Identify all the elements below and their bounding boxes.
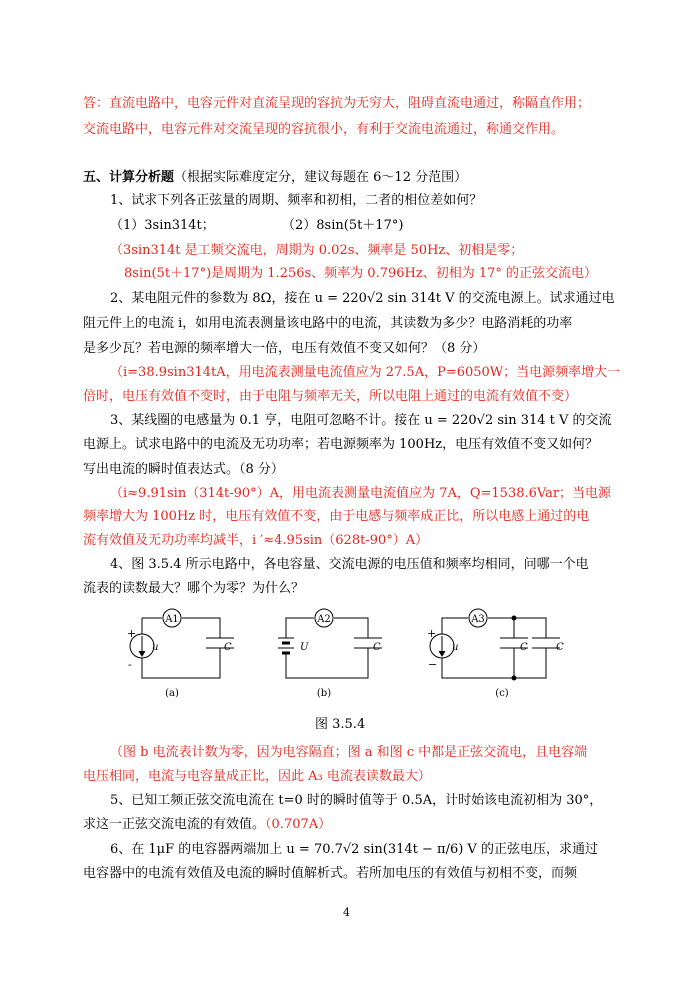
q5-line-2-text: 求这一正弦交流电流的有效值。 [83, 817, 266, 832]
minus-c: − [428, 658, 438, 671]
section-heading [83, 169, 615, 187]
plus-a: + [127, 627, 137, 640]
q2-answer-2: 倍时，电压有效值不变时，由于电阻与频率无关，所以电阻上通过的电流有效值不变） [83, 389, 578, 404]
source-c-label: u [452, 642, 459, 653]
q3-line-1: 3、某线圈的电感量为 0.1 亨，电阻可忽略不计。接在 u = 220√2 sin 314 t V 的交流 [110, 413, 612, 428]
q4-answer-2: 电压相同，电流与电容量成正比，因此 A₃ 电流表读数最大） [83, 769, 431, 784]
q1-item-2: （2）8sin(5t＋17°) [282, 218, 404, 233]
q1-items [110, 217, 642, 235]
q3-line-2: 电源上。试求电路中的电流及无功功率；若电源频率为 100Hz，电压有效值不变又如何？ [83, 437, 599, 452]
section-title: 五、计算分析题 [83, 170, 175, 185]
ammeter-a1-label: A1 [165, 614, 179, 625]
ammeter-a2-label: A2 [317, 614, 331, 625]
q5-line-2 [83, 816, 615, 834]
q4-line-1: 4、图 3.5.4 所示电路中，各电容量、交流电源的电压值和频率均相同，问哪一个电 [110, 557, 589, 572]
source-a-label: u [152, 642, 159, 653]
cap-a-label: C [224, 642, 232, 653]
cap-c2-label: C [556, 642, 564, 653]
q2-line-1: 2、某电阻元件的参数为 8Ω，接在 u = 220√2 sin 314t V 的交流电源上。试求通过电 [110, 291, 615, 306]
q2-line-3: 是多少瓦？若电源的频率增大一倍，电压有效值不变又如何？（8 分） [83, 341, 486, 356]
circuit-figure [110, 604, 590, 704]
label-c: (c) [495, 688, 509, 699]
q3-answer-3: 流有效值及无功功率均减半，i ′≈4.95sin（628t-90°）A） [83, 533, 429, 548]
q2-line-2: 阻元件上的电流 i，如用电流表测量该电路中的电流，其读数为多少？电路消耗的功率 [83, 316, 573, 331]
cap-c1-label: C [520, 642, 528, 653]
answer-line-2: 交流电路中，电容元件对交流呈现的容抗很小，有利于交流电流通过，称通交作用。 [83, 122, 565, 137]
q1-answer-1: （3sin314t 是工频交流电，周期为 0.02s、频率是 50Hz、初相是零； [110, 243, 524, 258]
q4-line-2: 流表的读数最大？哪个为零？为什么？ [83, 581, 305, 596]
q3-answer-1: （i≈9.91sin（314t-90°）A，用电流表测量电流值应为 7A，Q=1538.6Var；当电源 [110, 486, 612, 501]
cap-b-label: C [373, 642, 381, 653]
q3-answer-2: 频率增大为 100Hz 时，电压有效值不变，由于电感与频率成正比，所以电感上通过的电 [83, 509, 590, 524]
q1-text: 1、试求下列各正弦量的周期、频率和初相，二者的相位差如何？ [110, 193, 483, 208]
q6-line-2: 电容器中的电流有效值及电流的瞬时值解析式。若所加电压的有效值与初相不变，而频 [83, 866, 578, 881]
q5-answer: （0.707A） [265, 817, 332, 832]
q6-line-1: 6、在 1μF 的电容器两端加上 u = 70.7√2 sin(314t − π/6) V 的正弦电压，求通过 [110, 842, 598, 857]
minus-a: - [128, 658, 132, 671]
figure-caption: 图 3.5.4 [315, 717, 366, 732]
circuit-c [430, 609, 560, 680]
q1-item-1: （1）3sin314t； [110, 218, 215, 233]
answer-line-1: 答：直流电路中，电容元件对直流呈现的容抗为无穷大，阻碍直流电通过，称隔直作用； [83, 96, 591, 111]
label-b: (b) [316, 688, 332, 699]
page-number: 4 [343, 906, 350, 919]
q4-answer-1: （图 b 电流表计数为零，因为电容隔直；图 a 和图 c 中都是正弦交流电，且电容端 [110, 745, 588, 760]
q3-line-3: 写出电流的瞬时值表达式。（8 分） [83, 462, 284, 477]
source-b-label: U [300, 642, 309, 653]
q5-line-1: 5、已知工频正弦交流电流在 t=0 时的瞬时值等于 0.5A，计时始该电流初相为 30°， [110, 793, 603, 808]
ammeter-a3-label: A3 [471, 614, 485, 625]
label-a: (a) [165, 688, 179, 699]
q1-answer-2: 8sin(5t＋17°)是周期为 1.256s、频率为 0.796Hz、初相为 17° 的正弦交流电） [124, 266, 598, 281]
plus-c: + [427, 627, 437, 640]
q2-answer-1: （i=38.9sin314tA，用电流表测量电流值应为 27.5A，P=6050W；当电源频率增大一 [110, 365, 621, 380]
circuit-a [130, 609, 234, 678]
section-note: （根据实际难度定分，建议每题在 6～12 分范围） [174, 170, 468, 185]
